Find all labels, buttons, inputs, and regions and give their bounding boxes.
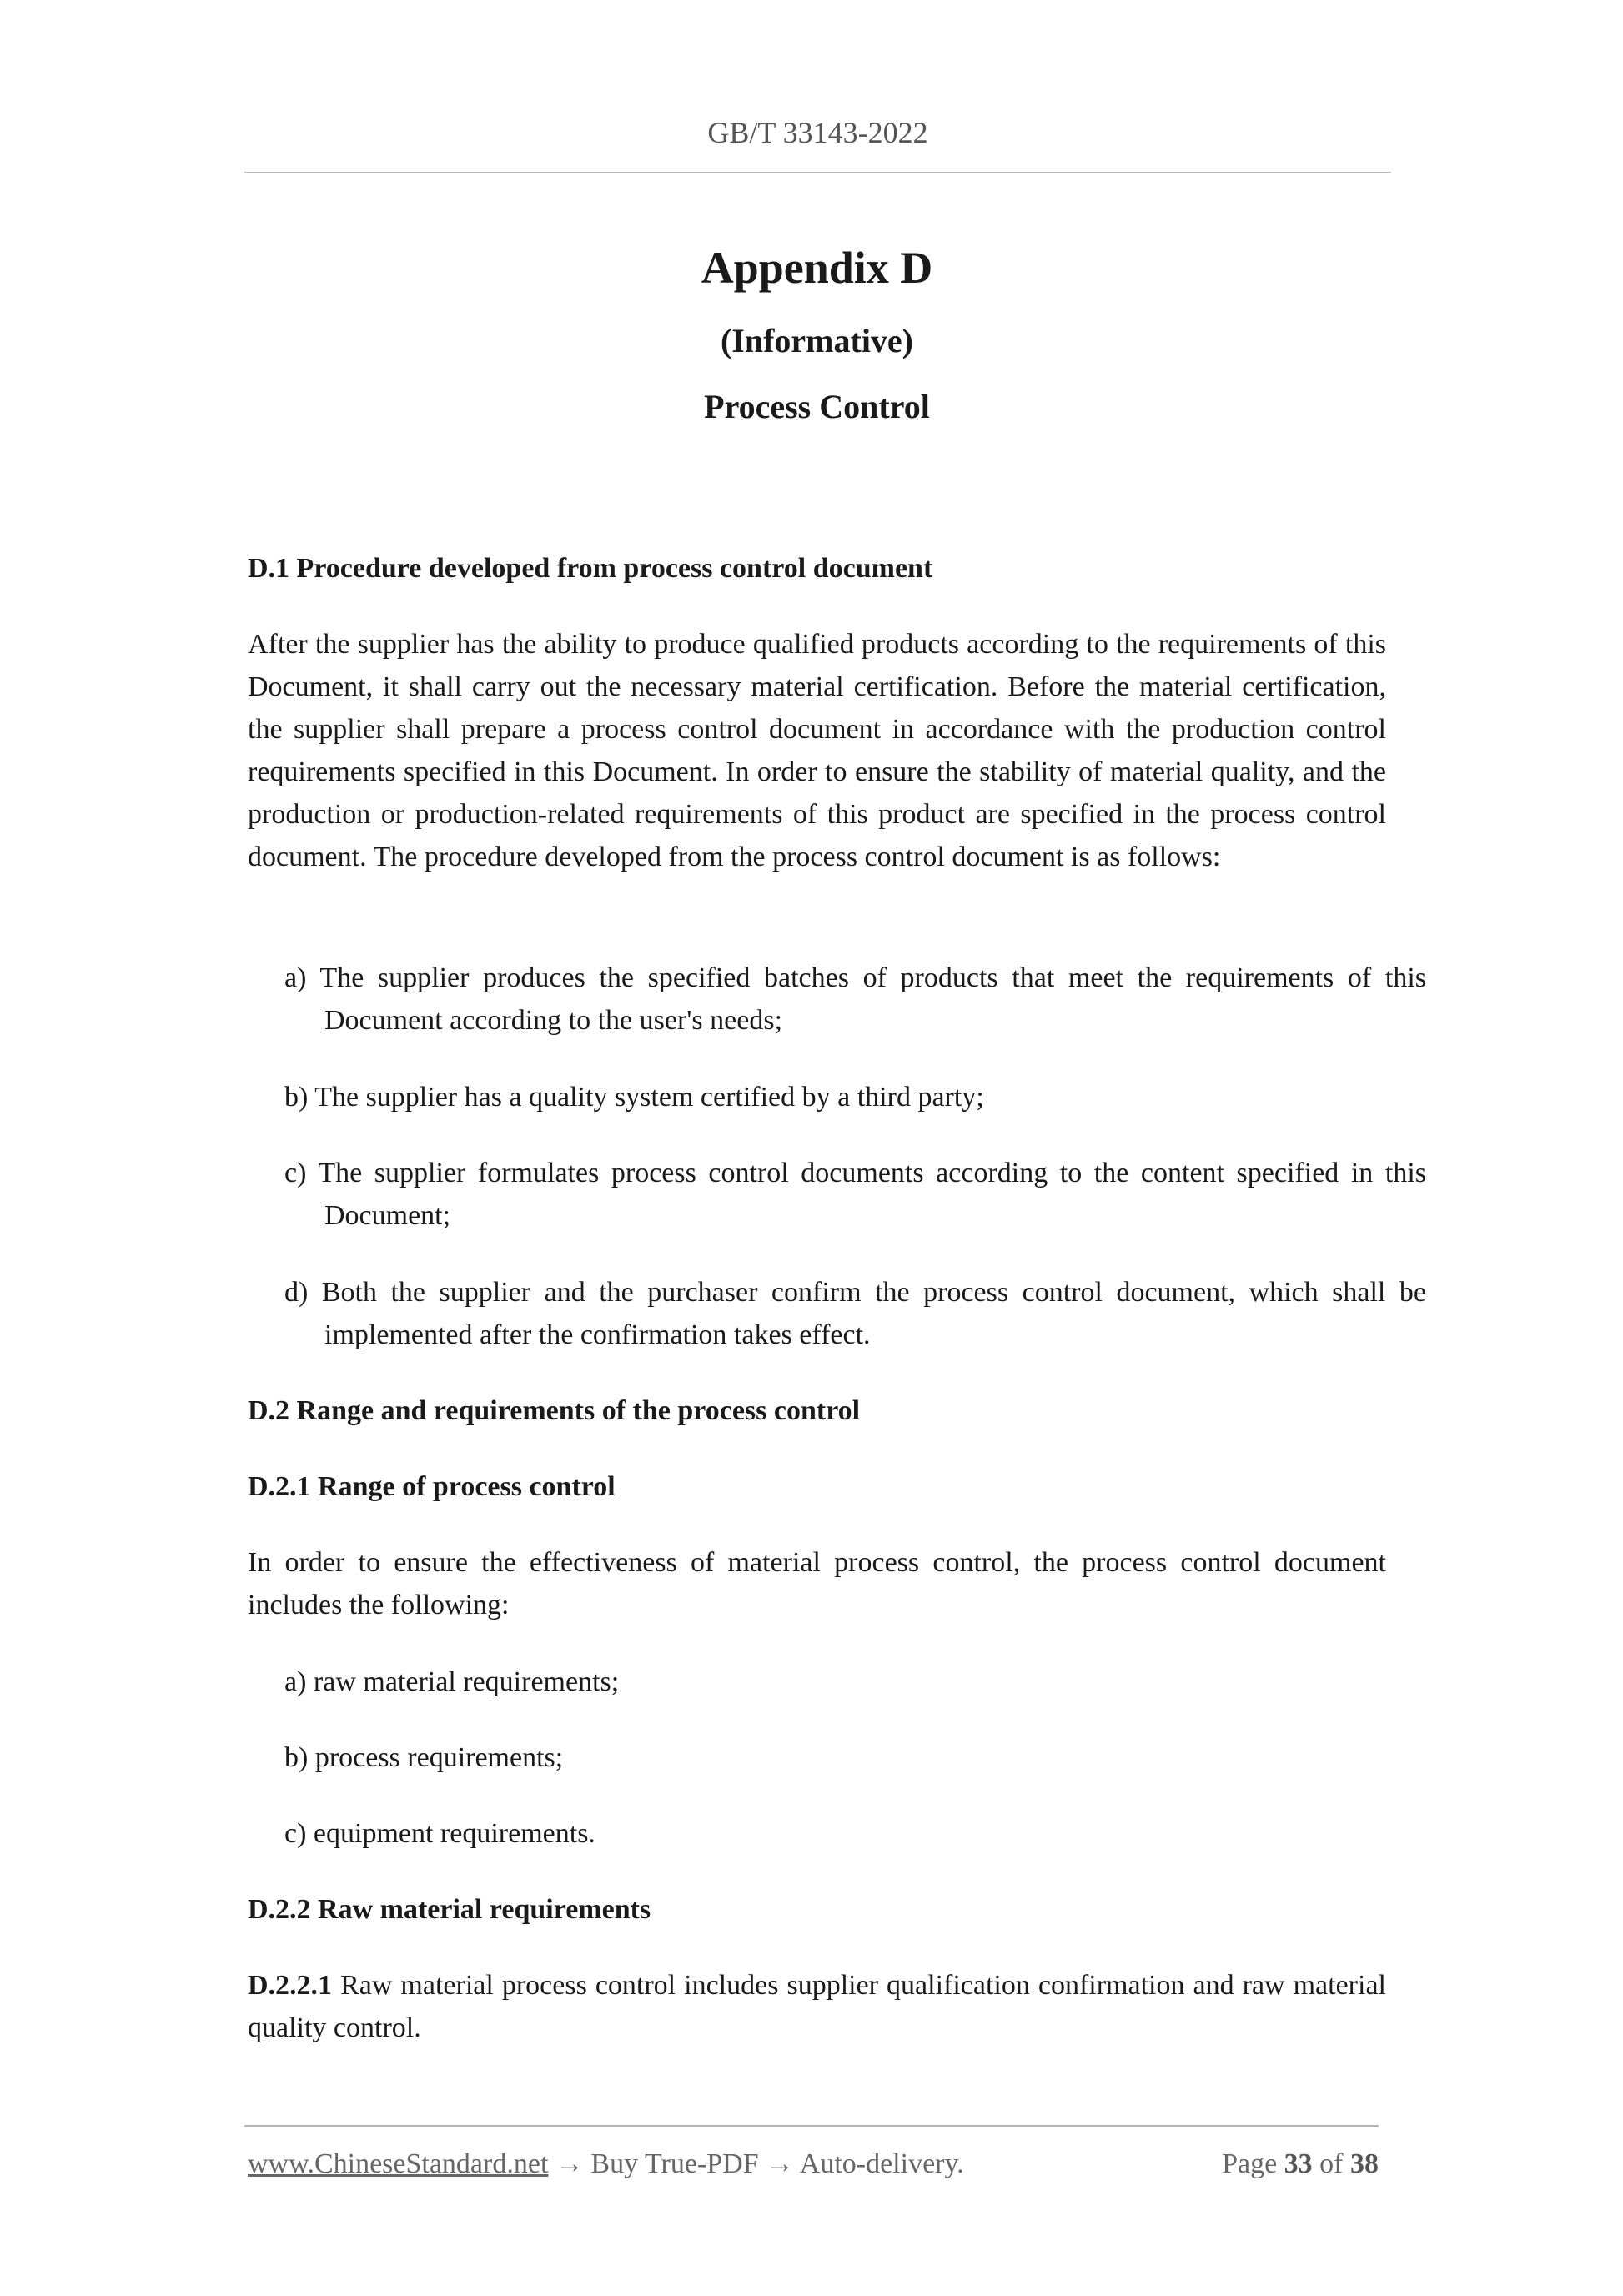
- list-item: b) The supplier has a quality system certified by a third party;: [284, 1082, 984, 1113]
- document-header: GB/T 33143-2022: [707, 116, 928, 149]
- clause-number: D.2.2.1: [248, 1970, 333, 2001]
- section-d21-body: In order to ensure the effectiveness of material process control, the process control document includes the following:: [248, 1547, 1386, 1620]
- website-link[interactable]: www.ChineseStandard.net: [248, 2148, 549, 2179]
- section-d2-heading: D.2 Range and requirements of the process control: [248, 1395, 861, 1426]
- header-divider: [244, 172, 1391, 173]
- appendix-name: Process Control: [704, 388, 930, 425]
- list-item: c) The supplier formulates process control documents according to the content specified in this Document;: [284, 1158, 1426, 1231]
- section-d1-body: After the supplier has the ability to produce qualified products according to the requirements of this Document, it shall carry out the necessary material certification. Before the material certification, the supplier shall prepare a process control document in accordance with the production control requirements specified in this Document. In order to ensure the stability of material quality, and the production or production-related requirements of this product are specified in the process control document. The procedure developed from the process control document is as follows:: [248, 629, 1386, 872]
- appendix-title: Appendix D: [701, 243, 933, 293]
- page-label: Page: [1222, 2148, 1278, 2179]
- page-total: 38: [1350, 2148, 1379, 2179]
- section-d221-paragraph: [248, 1964, 1386, 2049]
- page-footer: [248, 2148, 1379, 2180]
- footer-divider: [244, 2125, 1379, 2127]
- section-d22-heading: D.2.2 Raw material requirements: [248, 1894, 651, 1925]
- list-item: c) equipment requirements.: [284, 1818, 595, 1849]
- section-d1-heading: D.1 Procedure developed from process control document: [248, 553, 933, 584]
- of-label: of: [1319, 2148, 1344, 2179]
- list-item: a) The supplier produces the specified batches of products that meet the requirements of this Document according to the user's needs;: [284, 962, 1426, 1036]
- promo-text: → Buy True-PDF → Auto-delivery.: [548, 2148, 964, 2179]
- list-item: a) raw material requirements;: [284, 1666, 620, 1697]
- page-indicator: [1222, 2148, 1379, 2180]
- appendix-type: (Informative): [720, 322, 914, 359]
- section-d21-heading: D.2.1 Range of process control: [248, 1471, 616, 1502]
- page-number: 33: [1284, 2148, 1313, 2179]
- list-item: d) Both the supplier and the purchaser confirm the process control document, which shall be implemented after the confirmation takes effect.: [284, 1277, 1426, 1350]
- list-item: b) process requirements;: [284, 1742, 564, 1773]
- clause-text: Raw material process control includes supplier qualification confirmation and raw material quality control.: [248, 1970, 1386, 2043]
- footer-promo: [248, 2148, 964, 2180]
